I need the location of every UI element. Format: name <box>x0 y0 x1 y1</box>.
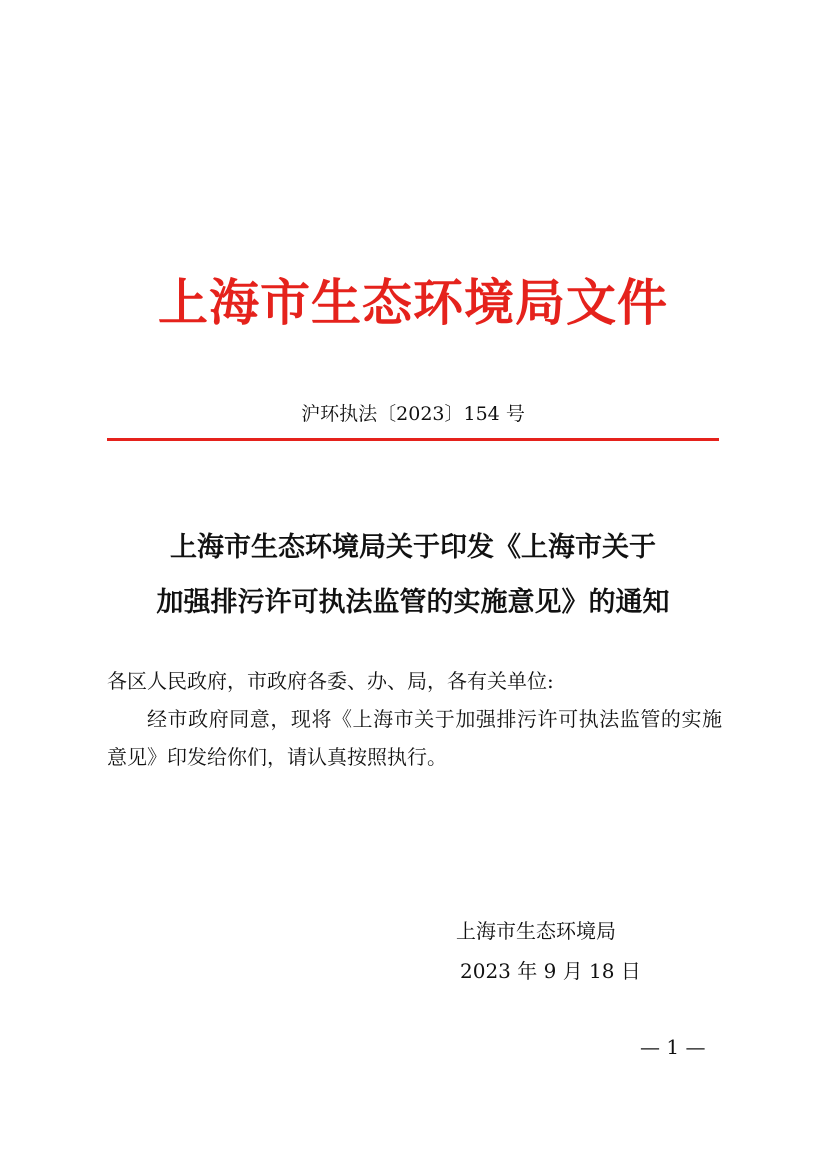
masthead-title: 上海市生态环境局文件 <box>158 274 668 332</box>
notice-title <box>60 520 766 630</box>
page-number: — 1 — <box>640 1035 706 1059</box>
issuer-signature: 上海市生态环境局 <box>456 919 616 943</box>
notice-title-line-1: 上海市生态环境局关于印发《上海市关于 <box>170 532 656 563</box>
body-paragraph: 经市政府同意，现将《上海市关于加强排污许可执法监管的实施意见》印发给你们，请认真按照执行。 <box>107 707 722 769</box>
document-number: 沪环执法〔2023〕154 号 <box>301 403 525 425</box>
issue-date: 2023 年 9 月 18 日 <box>460 959 641 983</box>
red-divider-line <box>107 438 719 441</box>
notice-title-line-2: 加强排污许可执法监管的实施意见》的通知 <box>156 587 670 618</box>
salutation: 各区人民政府，市政府各委、办、局，各有关单位: <box>107 669 554 693</box>
notice-body <box>107 662 722 776</box>
